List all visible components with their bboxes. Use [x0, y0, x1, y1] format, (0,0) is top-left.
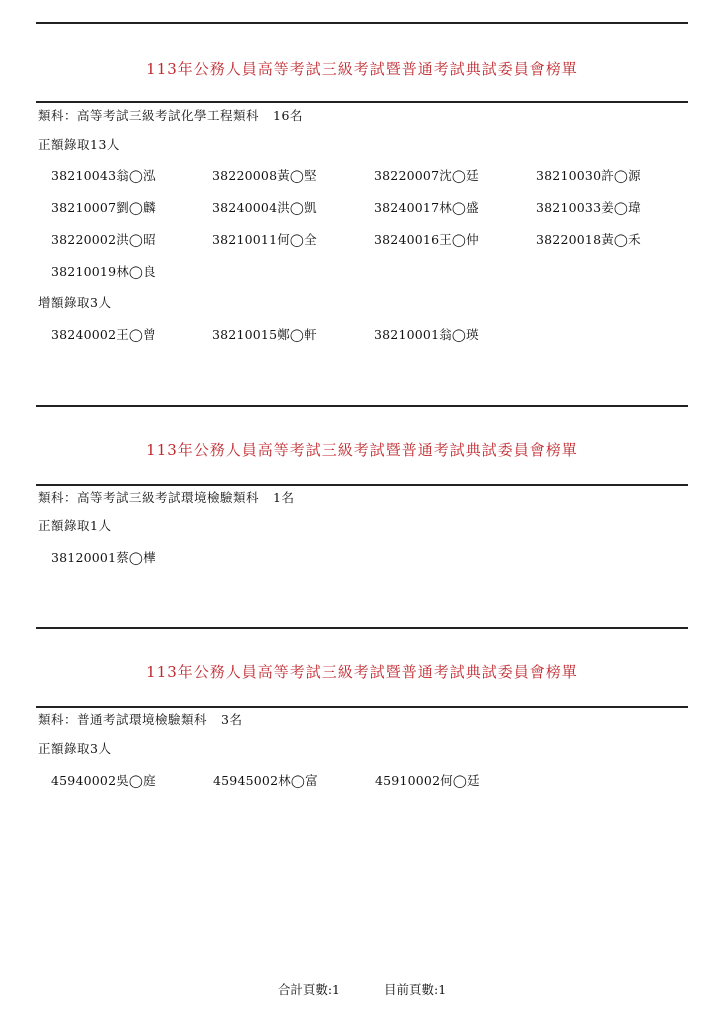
current-page: 目前頁數:1 [384, 982, 447, 997]
admitted-entry: 38220002洪◯昭 [51, 232, 156, 247]
subject-count: 1名 [273, 490, 295, 505]
subject-name: 類科：普通考試環境檢驗類科 [38, 712, 208, 727]
section-title: 113年公務人員高等考試三級考試暨普通考試典試委員會榜單 [146, 663, 578, 681]
admitted-entry: 38220008黃◯堅 [212, 168, 317, 183]
admitted-entry: 38210001翁◯瑛 [374, 327, 479, 342]
subject-line [38, 488, 294, 506]
admitted-entry: 38120001蔡◯樺 [51, 550, 156, 565]
total-pages: 合計頁數:1 [277, 982, 340, 997]
subject-count: 3名 [221, 712, 243, 727]
group-label-regular: 正額錄取3人 [38, 741, 112, 756]
subject-rule [36, 484, 688, 486]
admitted-entry: 45945002林◯富 [213, 773, 318, 788]
subject-line [38, 710, 242, 728]
admitted-entry: 38210030許◯源 [536, 168, 641, 183]
group-label-additional: 增額錄取3人 [38, 295, 112, 310]
top-rule [36, 22, 688, 24]
admitted-entry: 45910002何◯廷 [375, 773, 480, 788]
subject-rule [36, 101, 688, 103]
subject-name: 類科：高等考試三級考試化學工程類科 [38, 108, 260, 123]
group-label-regular: 正額錄取1人 [38, 518, 112, 533]
admitted-entry: 38210007劉◯麟 [51, 200, 156, 215]
admitted-entry: 38220007沈◯廷 [374, 168, 479, 183]
admitted-entry: 38220018黃◯禾 [536, 232, 641, 247]
page-footer [0, 980, 724, 998]
admitted-entry: 38210033姜◯瑋 [536, 200, 641, 215]
admitted-entry: 38210043翁◯泓 [51, 168, 156, 183]
subject-line [38, 106, 303, 124]
admitted-entry: 45940002吳◯庭 [51, 773, 156, 788]
admitted-entry: 38210011何◯全 [212, 232, 317, 247]
admitted-entry: 38240017林◯盛 [374, 200, 479, 215]
admitted-entry: 38240004洪◯凱 [212, 200, 317, 215]
section-title: 113年公務人員高等考試三級考試暨普通考試典試委員會榜單 [146, 60, 578, 78]
admitted-entry: 38210015鄭◯軒 [212, 327, 317, 342]
admitted-entry: 38240002王◯曾 [51, 327, 156, 342]
group-label-regular: 正額錄取13人 [38, 137, 120, 152]
subject-count: 16名 [273, 108, 303, 123]
top-rule [36, 627, 688, 629]
top-rule [36, 405, 688, 407]
admitted-entry: 38240016王◯仲 [374, 232, 479, 247]
admitted-entry: 38210019林◯良 [51, 264, 156, 279]
subject-name: 類科：高等考試三級考試環境檢驗類科 [38, 490, 260, 505]
section-title: 113年公務人員高等考試三級考試暨普通考試典試委員會榜單 [146, 441, 578, 459]
subject-rule [36, 706, 688, 708]
